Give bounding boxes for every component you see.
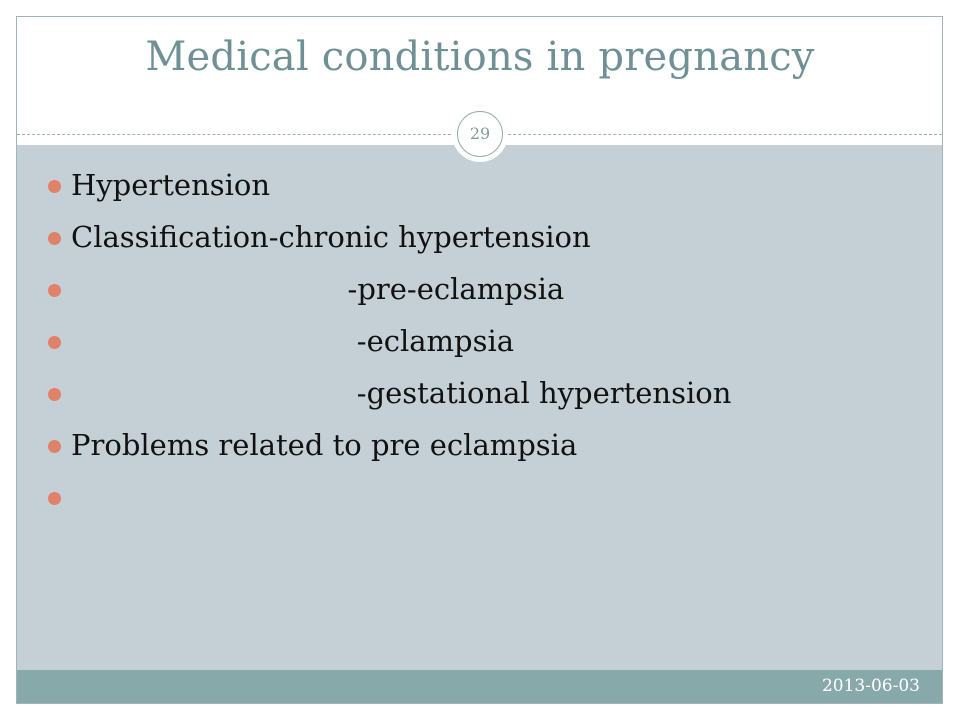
bullet-text: Hypertension [71, 168, 271, 202]
bullet-icon [48, 232, 61, 245]
bullet-icon [48, 336, 61, 349]
bullet-text: -gestational hypertension [71, 376, 732, 410]
page-number: 29 [457, 111, 503, 157]
bullet-icon [48, 388, 61, 401]
bullet-text: -eclampsia [71, 324, 515, 358]
page-number-badge [452, 106, 508, 162]
bullet-text: -pre-eclampsia [71, 272, 565, 306]
bullet-text: Classification-chronic hypertension [71, 220, 591, 254]
bullet-icon [48, 284, 61, 297]
footer-bar [17, 670, 942, 703]
slide-date: 2013-06-03 [821, 676, 920, 696]
bullet-icon [48, 180, 61, 193]
slide-title: Medical conditions in pregnancy [145, 34, 815, 80]
bullet-text: Problems related to pre eclampsia [71, 428, 578, 462]
bullet-icon [48, 440, 61, 453]
bullet-icon [48, 492, 61, 505]
